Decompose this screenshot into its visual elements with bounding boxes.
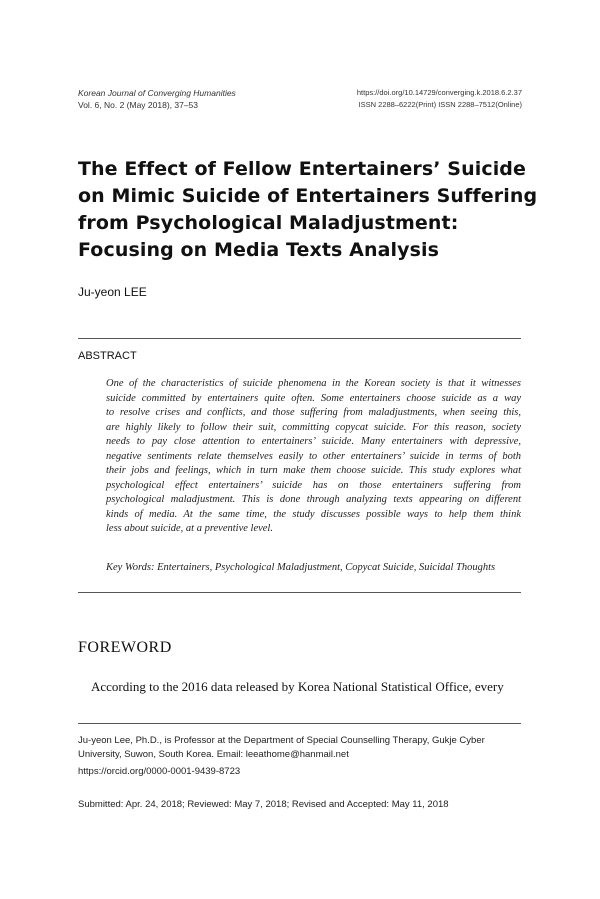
- abstract-line: psychological effect entertainers’ suicide has on those entertainers suffering from: [106, 479, 521, 491]
- doi-header: [357, 87, 522, 111]
- divider: [78, 338, 521, 339]
- title-line: on Mimic Suicide of Entertainers Suffering: [78, 185, 538, 207]
- journal-header: [78, 87, 236, 111]
- abstract-body: [106, 377, 521, 537]
- abstract-line: psychological maladjustment. This is done through analyzing texts appearing on different: [106, 494, 521, 505]
- abstract-line: their jobs and feelings, which in turn make them choose suicide. This study explores what: [106, 465, 521, 476]
- title-line: The Effect of Fellow Entertainers’ Suicide: [78, 158, 526, 180]
- section-heading: FOREWORD: [78, 639, 172, 656]
- abstract-line: less about suicide, at a preventive level.: [106, 523, 273, 534]
- article-title: [78, 156, 538, 264]
- abstract-line: suicide committed by entertainers quite often. Some entertainers choose suicide as a way: [106, 392, 521, 404]
- abstract-label: ABSTRACT: [78, 350, 137, 362]
- footnote-divider: [78, 723, 521, 724]
- footnote-line: University, Suwon, South Korea. Email: leeathome@hanmail.net: [78, 749, 349, 760]
- abstract-line: negative sentiments relate themselves easily to other entertainers’ suicide in terms of both: [106, 450, 521, 462]
- title-line: from Psychological Maladjustment:: [78, 212, 459, 234]
- title-line: Focusing on Media Texts Analysis: [78, 239, 440, 261]
- abstract-line: One of the characteristics of suicide phenomena in the Korean society is that it witnesses: [106, 378, 521, 389]
- key-words: Key Words: Entertainers, Psychological Maladjustment, Copycat Suicide, Suicidal Thoughts: [106, 562, 496, 573]
- volume-info: Vol. 6, No. 2 (May 2018), 37–53: [78, 100, 199, 110]
- abstract-line: to resolve crises and conflicts, and those suffering from maladjustments, when seeing this,: [106, 407, 521, 418]
- author-footnote: [78, 734, 521, 779]
- divider: [78, 592, 521, 593]
- footnote-line: Ju-yeon Lee, Ph.D., is Professor at the Department of Special Counselling Therapy, Gukje Cyber: [78, 735, 485, 746]
- orcid-link[interactable]: https://orcid.org/0000-0001-9439-8723: [78, 766, 241, 777]
- author-name: Ju-yeon LEE: [78, 285, 147, 299]
- abstract-line: are highly likely to follow their suit, committing copycat suicide. For this reason, society: [106, 421, 521, 433]
- journal-name: Korean Journal of Converging Humanities: [78, 88, 236, 98]
- submission-dates: Submitted: Apr. 24, 2018; Reviewed: May 7, 2018; Revised and Accepted: May 11, 2018: [78, 799, 449, 810]
- doi-link[interactable]: https://doi.org/10.14729/converging.k.2018.6.2.37: [356, 88, 522, 97]
- body-paragraph: According to the 2016 data released by Korea National Statistical Office, every: [91, 679, 504, 694]
- abstract-line: kinds of media. At the same time, the study discusses possible ways to help them think: [106, 508, 521, 520]
- issn-info: ISSN 2288–6222(Print) ISSN 2288–7512(Online): [358, 100, 522, 109]
- abstract-line: needs to pay close attention to entertainers’ suicide. Many entertainers with depressive,: [106, 436, 521, 447]
